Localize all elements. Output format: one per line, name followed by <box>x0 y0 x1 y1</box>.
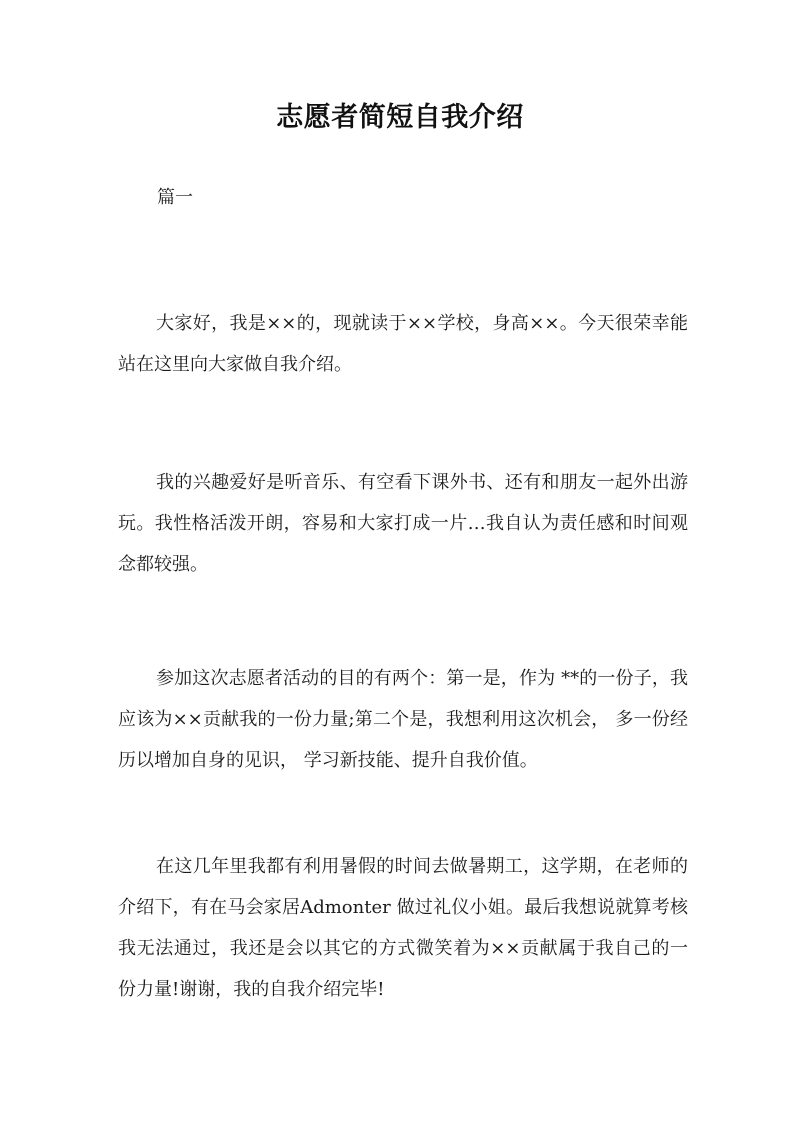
document-title: 志愿者简短自我介绍 <box>276 102 524 133</box>
paragraph-hobbies: 我的兴趣爱好是听音乐、有空看下课外书、还有和朋友一起外出游玩。我性格活泼开朗，容易和大家打成一片…我自认为责任感和时间观念都较强。 <box>118 472 688 575</box>
paragraph-intro: 大家好，我是××的，现就读于××学校，身高××。今天很荣幸能站在这里向大家做自我介绍。 <box>118 313 688 375</box>
paragraph-experience: 在这几年里我都有利用暑假的时间去做暑期工，这学期，在老师的介绍下，有在马会家居Admonter 做过礼仪小姐。最后我想说就算考核我无法通过，我还是会以其它的方式微笑着为××贡献属于我自己的一份力量!谢谢，我的自我介绍完毕! <box>118 856 688 1000</box>
section-label: 篇一 <box>157 187 193 208</box>
paragraph-purpose: 参加这次志愿者活动的目的有两个：第一是，作为 **的一份子，我应该为××贡献我的一份力量;第二个是，我想利用这次机会， 多一份经历以增加自身的见识， 学习新技能、提升自我价值。 <box>118 668 688 771</box>
